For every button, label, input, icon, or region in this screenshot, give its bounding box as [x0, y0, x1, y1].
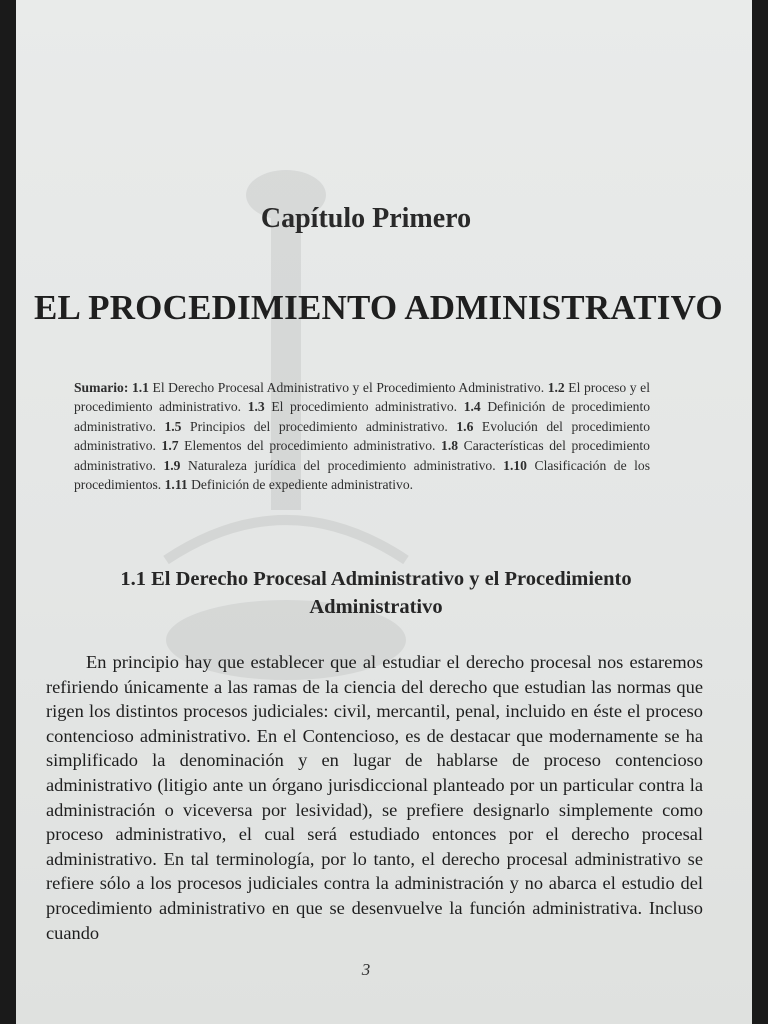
chapter-summary	[74, 378, 650, 494]
summary-item-text: El Derecho Procesal Administrativo y el Procedimiento Administrativo.	[152, 380, 545, 395]
summary-item-text: Características del procedimiento administrativo.	[74, 438, 650, 473]
summary-item-text: Elementos del procedimiento administrativo.	[184, 438, 436, 454]
summary-item-number: 1.9	[163, 457, 181, 473]
page-number: 3	[361, 960, 371, 979]
summary-item-text: El procedimiento administrativo.	[271, 399, 458, 415]
summary-item-text: Definición de expediente administrativo.	[191, 477, 414, 493]
summary-item-number: 1.4	[463, 399, 481, 415]
summary-item-number: 1.6	[456, 418, 474, 434]
body-paragraph: En principio hay que establecer que al estudiar el derecho procesal nos estaremos refiriendo únicamente a las ramas de la ciencia del derecho que estudian las normas que rigen los distintos procesos judiciales: civil, mercantil, penal, incluido en éste el proceso contencioso administrativo. En el Contencioso, es de destacar que modernamente se ha simplificado la denominación y en lugar de hablarse de proceso contencioso administrativo (litigio ante un órgano jurisdiccional planteado por un particular contra la administración o viceversa por lesividad), se prefiere designarlo simplemente como proceso administrativo, el cual será estudiado entonces por el derecho procesal administrativo. En tal terminología, por lo tanto, el derecho procesal administrativo se refiere sólo a los procesos judiciales contra la administración y no abarca el estudio del procedimiento administrativo en que se desenvuelve la función administrativa. Incluso cuando	[46, 652, 703, 943]
summary-item-text: Clasificación de los procedimientos.	[74, 457, 651, 493]
summary-item-text: Evolución del procedimiento administrativo.	[74, 418, 650, 454]
summary-item-number: 1.11	[164, 477, 188, 493]
summary-item-number: 1.8	[441, 438, 459, 454]
book-page	[16, 0, 752, 1024]
summary-item-text: El proceso y el procedimiento administrativo.	[74, 380, 650, 415]
chapter-title: EL PROCEDIMIENTO ADMINISTRATIVO	[34, 288, 723, 327]
summary-item-number: 1.3	[247, 399, 265, 415]
summary-label: Sumario:	[74, 380, 129, 395]
chapter-label: Capítulo Primero	[260, 203, 472, 234]
section-heading: 1.1 El Derecho Procesal Administrativo y el Procedimiento Administrativo	[120, 568, 632, 618]
summary-item-number: 1.10	[503, 457, 527, 473]
summary-item-text: Principios del procedimiento administrativo.	[190, 418, 448, 434]
summary-item-text: Definición de procedimiento administrativo.	[74, 399, 651, 434]
summary-item-number: 1.7	[161, 438, 179, 454]
summary-item-number: 1.5	[164, 418, 182, 434]
summary-item-text: Naturaleza jurídica del procedimiento administrativo.	[188, 457, 496, 473]
summary-item-number: 1.2	[547, 380, 565, 395]
summary-item-number: 1.1	[131, 380, 149, 395]
